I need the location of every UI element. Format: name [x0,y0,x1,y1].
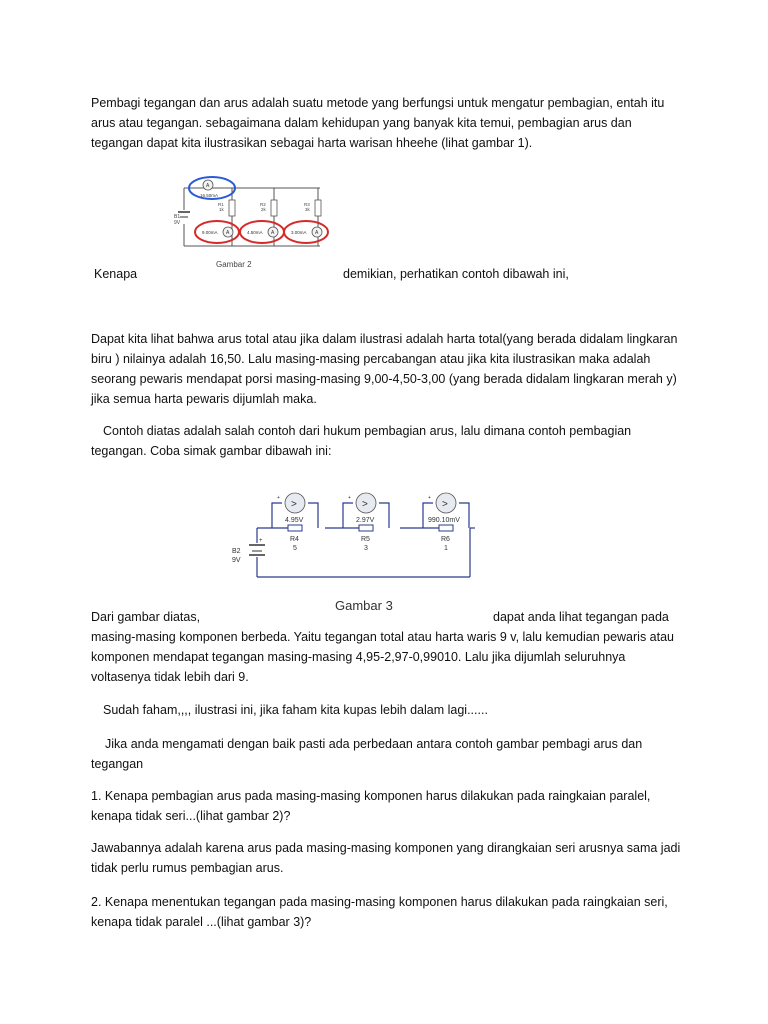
voltmeter-3-reading: 990.10mV [428,517,460,524]
resistor-r3-name: R3 [304,202,310,207]
kenapa-text: Kenapa [94,267,138,281]
resistor-r6-value: 1 [444,545,448,552]
resistor-r4 [288,525,302,531]
total-current-reading: 16.50mA [200,193,219,198]
intro-paragraph: Pembagi tegangan dan arus adalah suatu metode yang berfungsi untuk mengatur pembagian, entah itu arus atau tegangan. sebagaimana dalam kehidupan yang banyak kita temui, pembagian arus dan tegangan dapat kita ilustrasikan sebagai harta warisan hheehe (lihat gambar 1). [91,96,665,150]
resistor-r2-name: R2 [260,202,266,207]
battery-b2-value: 9V [232,557,241,564]
contoh-paragraph: Contoh diatas adalah salah contoh dari hukum pembagian arus, lalu dimana contoh pembagian tegangan. Coba simak gambar dibawah ini: [91,424,632,458]
branch-1-ammeter-symbol: A [226,230,230,236]
jika-anda-paragraph: Jika anda mengamati dengan baik pasti ada perbedaan antara contoh gambar pembagi arus dan tegangan [91,737,643,771]
resistor-r2 [271,200,277,216]
voltmeter-2-plus: + [348,495,351,501]
branch-2-reading: 4.50mA [247,230,263,235]
total-ammeter-symbol: A [206,183,210,189]
branch-3-reading: 3.00mA [291,230,307,235]
resistor-r3 [315,200,321,216]
resistor-r1-value: 1k [219,207,224,212]
current-explanation-paragraph: Dapat kita lihat bahwa arus total atau jika dalam ilustrasi adalah harta total(yang berada didalam lingkaran biru ) nilainya adalah 16,50. Lalu masing-masing percabangan atau jika kita ilustrasikan maka adalah seorang pewaris mendapat porsi masing-masing 9,00-4,50-3,00 (yang berada didalam lingkaran merah y) jika semua harta pewaris dijumlah maka. [91,332,678,406]
figure-2-caption: Gambar 2 [216,260,252,269]
answer-1-paragraph: Jawabannya adalah karena arus pada masing-masing komponen yang dirangkaian seri arusnya sama jadi tidak perlu rumus pembagian arus. [91,841,681,875]
dari-gambar-text: Dari gambar diatas, [91,610,201,624]
voltage-explanation-paragraph: masing-masing komponen berbeda. Yaitu tegangan total atau harta waris 9 v, lalu kemudian pewaris atau komponen mendapat tegangan masing-masing 4,95-2,97-0,99010. Lalu jika dijumlah seluruhnya voltasenya tidak lebih dari 9. [91,630,674,684]
resistor-r5-name: R5 [361,536,370,543]
branch-3-ammeter-symbol: A [315,230,319,236]
battery-b1-value: 9V [174,220,181,226]
demikian-text: demikian, perhatikan contoh dibawah ini, [343,267,569,281]
resistor-r3-value: 3k [305,207,310,212]
voltmeter-2-reading: 2.97V [356,517,375,524]
question-1-paragraph: 1. Kenapa pembagian arus pada masing-masing komponen harus dilakukan pada raingkaian paralel, kenapa tidak seri...(lihat gambar 2)? [91,789,651,823]
resistor-r4-name: R4 [290,536,299,543]
sudah-faham-paragraph: Sudah faham,,,, ilustrasi ini, jika faham kita kupas lebih dalam lagi...... [103,703,488,717]
voltmeter-1-plus: + [277,495,280,501]
figure-3-caption: Gambar 3 [335,598,393,613]
branch-2-ammeter-symbol: A [271,230,275,236]
battery-b1-label: B1 [174,214,181,220]
dapat-anda-text: dapat anda lihat tegangan pada [493,610,669,624]
question-2-paragraph: 2. Kenapa menentukan tegangan pada masing-masing komponen harus dilakukan pada raingkaian seri, kenapa tidak paralel ...(lihat gambar 3)? [91,895,668,929]
svg-text:+: + [259,538,263,544]
voltmeter-1-reading: 4.95V [285,517,304,524]
figure-2 [170,170,345,272]
branch-1-reading: 9.00mA [202,230,218,235]
voltmeter-3-symbol: > [442,499,448,510]
resistor-r5 [359,525,373,531]
current-divider-circuit-diagram [170,170,345,272]
battery-b2-label: B2 [232,548,241,555]
resistor-r4-value: 5 [293,545,297,552]
resistor-r2-value: 2k [261,207,266,212]
voltmeter-2-symbol: > [362,499,368,510]
resistor-r1-name: R1 [218,202,224,207]
resistor-r6-name: R6 [441,536,450,543]
voltmeter-3-plus: + [428,495,431,501]
resistor-r5-value: 3 [364,545,368,552]
resistor-r6 [439,525,453,531]
resistor-r1 [229,200,235,216]
voltmeter-1-symbol: > [291,499,297,510]
